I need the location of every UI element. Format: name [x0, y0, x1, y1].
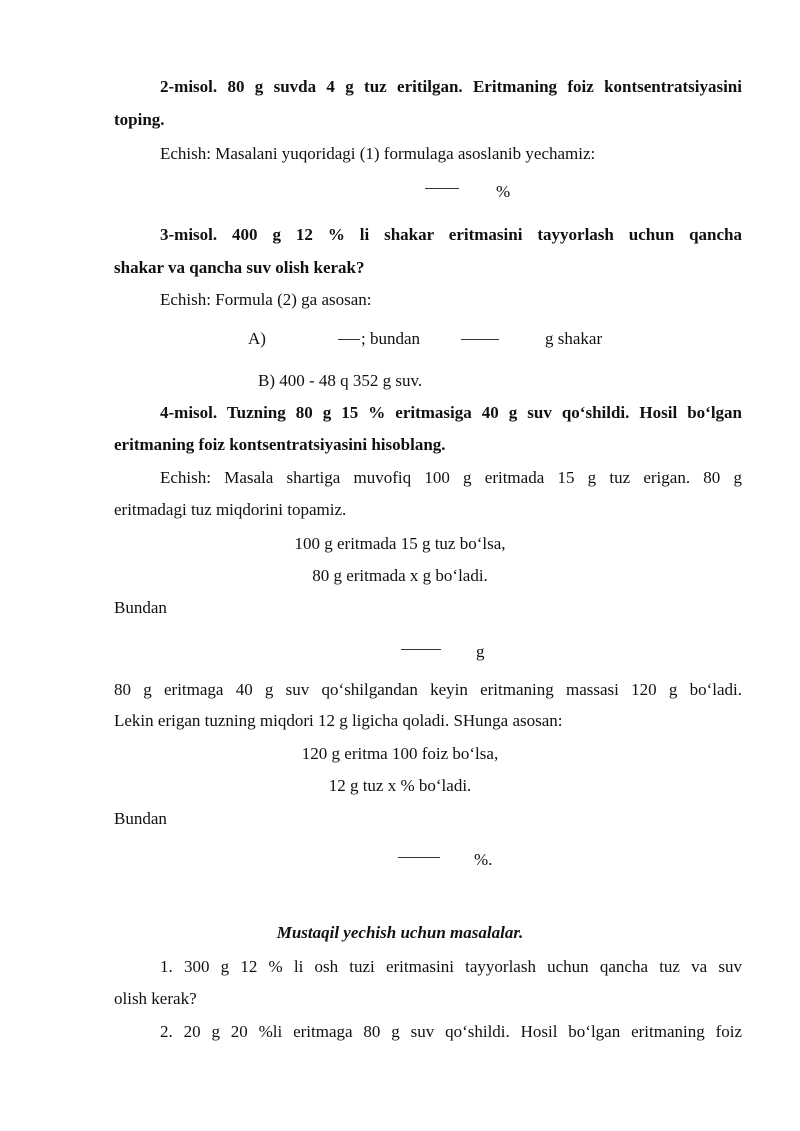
example-4-solution-line2: eritmadagi tuz miqdorini topamiz.	[114, 500, 347, 519]
fraction-bar	[401, 649, 441, 650]
formula-unit: %	[496, 182, 511, 201]
result-unit: g	[476, 642, 485, 661]
part-b-line: B) 400 - 48 q 352 g suv.	[258, 371, 423, 390]
bundan-label: Bundan	[114, 809, 167, 828]
section-heading: Mustaqil yechish uchun masalalar.	[276, 923, 524, 942]
example-4-statement-line2: eritmaning foiz kontsentratsiyasini hisoblang.	[114, 435, 446, 454]
task-2-line1: 2. 20 g 20 %li eritmaga 80 g suv qo‘shildi. Hosil bo‘lgan eritmaning foiz	[160, 1022, 742, 1041]
proportion-line-2: 80 g eritmada x g bo‘ladi.	[312, 566, 488, 585]
result-unit: %.	[474, 850, 493, 869]
fraction-bar	[338, 339, 360, 340]
fraction-bar	[398, 857, 440, 858]
part-a-connector: ; bundan	[361, 329, 421, 348]
part-a-unit: g shakar	[545, 329, 603, 348]
paragraph-line1: 80 g eritmaga 40 g suv qo‘shilgandan keyin eritmaning massasi 120 g bo‘ladi.	[114, 680, 742, 699]
task-1-line1: 1. 300 g 12 % li osh tuzi eritmasini tayyorlash uchun qancha tuz va suv	[160, 957, 742, 976]
bundan-label: Bundan	[114, 598, 167, 617]
proportion-line-1: 100 g eritmada 15 g tuz bo‘lsa,	[294, 534, 506, 553]
paragraph-line2: Lekin erigan tuzning miqdori 12 g ligicha qoladi. SHunga asosan:	[114, 711, 563, 730]
example-3-statement-line2: shakar va qancha suv olish kerak?	[114, 258, 365, 277]
proportion-line-4: 12 g tuz x % bo‘ladi.	[328, 776, 472, 795]
example-3-solution-intro: Echish: Formula (2) ga asosan:	[160, 290, 372, 309]
example-2-statement-line1: 2-misol. 80 g suvda 4 g tuz eritilgan. Eritmaning foiz kontsentratsiyasini	[160, 77, 742, 96]
example-4-statement-line1: 4-misol. Tuzning 80 g 15 % eritmasiga 40 g suv qo‘shildi. Hosil bo‘lgan	[160, 403, 742, 422]
example-4-solution-line1: Echish: Masala shartiga muvofiq 100 g eritmada 15 g tuz erigan. 80 g	[160, 468, 742, 487]
fraction-bar	[461, 339, 499, 340]
part-a-label: A)	[248, 329, 266, 348]
task-1-line2: olish kerak?	[114, 989, 197, 1008]
example-3-statement-line1: 3-misol. 400 g 12 % li shakar eritmasini tayyorlash uchun qancha	[160, 225, 742, 244]
example-2-statement-line2: toping.	[114, 110, 165, 129]
proportion-line-3: 120 g eritma 100 foiz bo‘lsa,	[301, 744, 499, 763]
fraction-bar	[425, 188, 459, 189]
example-2-solution-intro: Echish: Masalani yuqoridagi (1) formulaga asoslanib yechamiz:	[160, 144, 596, 163]
